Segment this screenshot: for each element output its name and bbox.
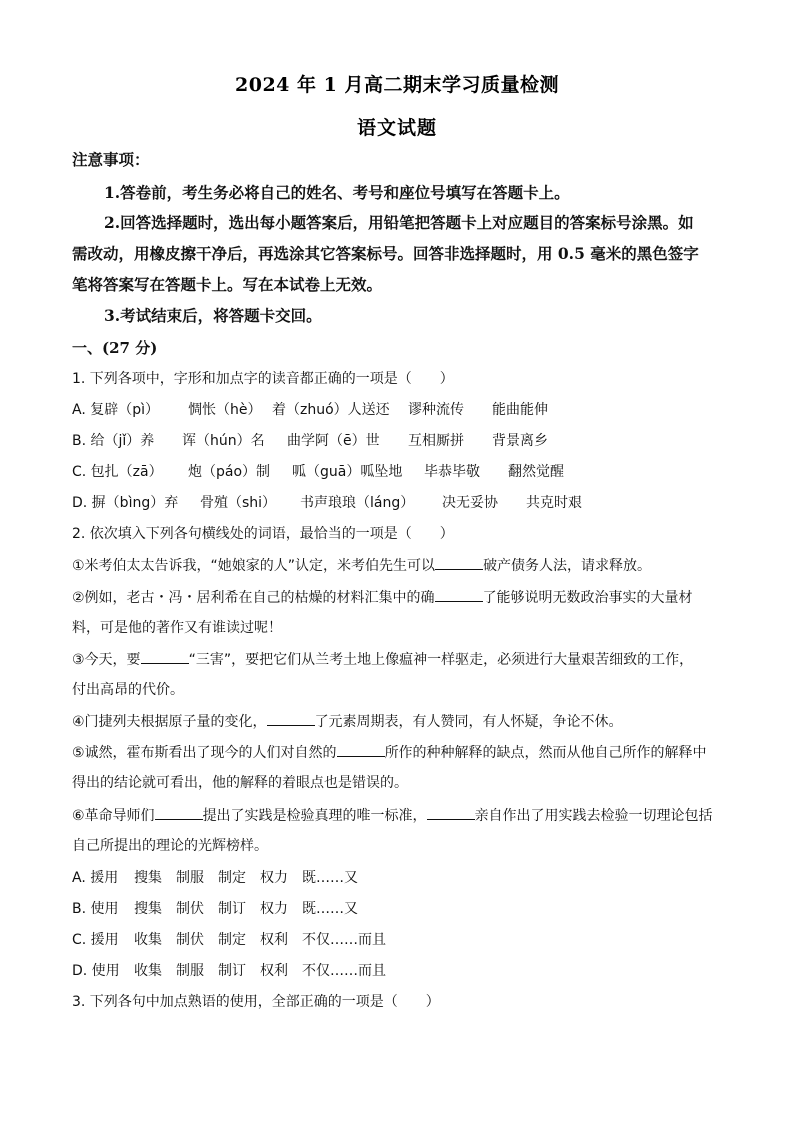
option-term: C. 援用 <box>72 932 119 948</box>
fill-blank <box>141 649 189 664</box>
question-1-option-d[interactable] <box>72 493 582 513</box>
question-2-sentence-2 <box>72 587 693 608</box>
option-term: D. 使用 <box>72 963 120 979</box>
sentence-text: ⑤诚然，霍布斯看出了现今的人们对自然的 <box>72 745 337 761</box>
option-term: 搜集 <box>134 901 162 917</box>
option-term: 制伏 <box>176 932 204 948</box>
sentence-text: ①米考伯太太告诉我，“她娘家的人”认定，米考伯先生可以 <box>72 558 436 574</box>
option-term: 呱（guā）呱坠地 <box>292 464 403 480</box>
fill-blank <box>435 587 483 602</box>
sentence-text: 了能够说明无数政治事实的大量材 <box>482 590 693 606</box>
option-term: 曲学阿（ē）世 <box>287 433 380 449</box>
option-term: 毕恭毕敬 <box>424 464 480 480</box>
question-2-sentence-6-cont: 自己所提出的理论的光辉榜样。 <box>72 838 268 854</box>
question-1-option-b[interactable] <box>72 431 548 451</box>
fill-blank <box>427 805 475 820</box>
sentence-text: ③今天，要 <box>72 652 141 668</box>
question-2-sentence-5 <box>72 742 707 763</box>
option-term: 搜集 <box>134 870 162 886</box>
option-term: 制订 <box>218 963 246 979</box>
question-2-sentence-1 <box>72 555 651 576</box>
question-2-option-a[interactable] <box>72 868 358 888</box>
option-term: 制定 <box>218 870 246 886</box>
question-2-sentence-6 <box>72 805 713 826</box>
fill-blank <box>435 555 483 570</box>
section-1-heading: 一、(27 分) <box>72 339 158 357</box>
question-2-sentence-5-cont: 得出的结论就可看出，他的解释的着眼点也是错误的。 <box>72 775 408 791</box>
option-term: 收集 <box>134 963 162 979</box>
option-term: 不仅……而且 <box>302 932 386 948</box>
exam-title: 2024 年 1 月高二期末学习质量检测 <box>235 74 559 96</box>
option-term: 互相厮拼 <box>408 433 464 449</box>
sentence-text: ②例如，老古・冯・居利希在自己的枯燥的材料汇集中的确 <box>72 590 435 606</box>
option-term: B. 使用 <box>72 901 119 917</box>
sentence-text: 破产债务人法，请求释放。 <box>483 558 652 574</box>
question-1-option-a[interactable] <box>72 400 548 420</box>
notice-item-1: 1.答卷前，考生务必将自己的姓名、考号和座位号填写在答题卡上。 <box>104 183 570 202</box>
option-term: B. 给（jǐ）养 <box>72 433 155 449</box>
option-term: 诨（hún）名 <box>182 433 265 449</box>
notice-item-2-line-1: 2.回答选择题时，选出每小题答案后，用铅笔把答题卡上对应题目的答案标号涂黑。如 <box>104 213 694 232</box>
option-term: 共克时艰 <box>526 495 582 511</box>
option-term: 制定 <box>218 932 246 948</box>
question-2-option-b[interactable] <box>72 899 358 919</box>
option-term: 既……又 <box>302 870 358 886</box>
option-term: 权利 <box>260 963 288 979</box>
sentence-text: 了元素周期表，有人赞同，有人怀疑，争论不休。 <box>314 714 623 730</box>
sentence-text: 亲自作出了用实践去检验一切理论包括 <box>474 808 713 824</box>
question-2-option-c[interactable] <box>72 930 386 950</box>
option-term: 着（zhuó）人送还 <box>272 402 390 418</box>
option-term: 炮（páo）制 <box>188 464 271 480</box>
option-term: 制服 <box>176 870 204 886</box>
option-term: 书声琅琅（láng） <box>300 495 415 511</box>
option-term: A. 复辟（pì） <box>72 402 160 418</box>
fill-blank <box>155 805 203 820</box>
question-1-stem: 1. 下列各项中，字形和加点字的读音都正确的一项是（ ） <box>72 371 454 387</box>
option-term: 既……又 <box>302 901 358 917</box>
notice-item-3: 3.考试结束后，将答题卡交回。 <box>104 306 322 325</box>
option-term: C. 包扎（zā） <box>72 464 163 480</box>
option-term: 谬种流传 <box>408 402 464 418</box>
question-2-sentence-4 <box>72 711 623 732</box>
sentence-text: 提出了实践是检验真理的唯一标准， <box>202 808 427 824</box>
fill-blank <box>337 742 385 757</box>
option-term: 翻然觉醒 <box>508 464 564 480</box>
option-term: 权利 <box>260 932 288 948</box>
fill-blank <box>267 711 315 726</box>
question-2-sentence-3-cont: 付出高昂的代价。 <box>72 682 184 698</box>
sentence-text: ④门捷列夫根据原子量的变化， <box>72 714 267 730</box>
sentence-text: “三害”，要把它们从兰考土地上像瘟神一样驱走，必须进行大量艰苦细致的工作， <box>188 652 694 668</box>
question-1-option-c[interactable] <box>72 462 564 482</box>
option-term: 收集 <box>134 932 162 948</box>
option-term: 背景离乡 <box>492 433 548 449</box>
option-term: 制服 <box>176 963 204 979</box>
option-term: 骨殖（shi） <box>200 495 277 511</box>
question-2-stem: 2. 依次填入下列各句横线处的词语，最恰当的一项是（ ） <box>72 526 454 542</box>
notice-heading: 注意事项： <box>72 150 150 169</box>
option-term: 权力 <box>260 901 288 917</box>
option-term: 能曲能伸 <box>492 402 548 418</box>
option-term: A. 援用 <box>72 870 119 886</box>
option-term: 制伏 <box>176 901 204 917</box>
option-term: 决无妥协 <box>442 495 498 511</box>
option-term: 不仅……而且 <box>302 963 386 979</box>
exam-subtitle: 语文试题 <box>356 117 437 139</box>
sentence-text: ⑥革命导师们 <box>72 808 155 824</box>
notice-item-2-line-3: 笔将答案写在答题卡上。写在本试卷上无效。 <box>72 275 383 294</box>
question-2-option-d[interactable] <box>72 961 386 981</box>
option-term: 制订 <box>218 901 246 917</box>
notice-item-2-line-2: 需改动，用橡皮擦干净后，再选涂其它答案标号。回答非选择题时，用 0.5 毫米的黑色签字 <box>72 244 699 263</box>
question-2-sentence-2-cont: 料，可是他的著作又有谁读过呢！ <box>72 620 282 636</box>
option-term: D. 摒（bìng）弃 <box>72 495 179 511</box>
option-term: 惆怅（hè） <box>188 402 262 418</box>
sentence-text: 所作的种种解释的缺点，然而从他自己所作的解释中 <box>384 745 707 761</box>
option-term: 权力 <box>260 870 288 886</box>
question-3-stem: 3. 下列各句中加点熟语的使用，全部正确的一项是（ ） <box>72 994 440 1010</box>
question-2-sentence-3 <box>72 649 693 670</box>
